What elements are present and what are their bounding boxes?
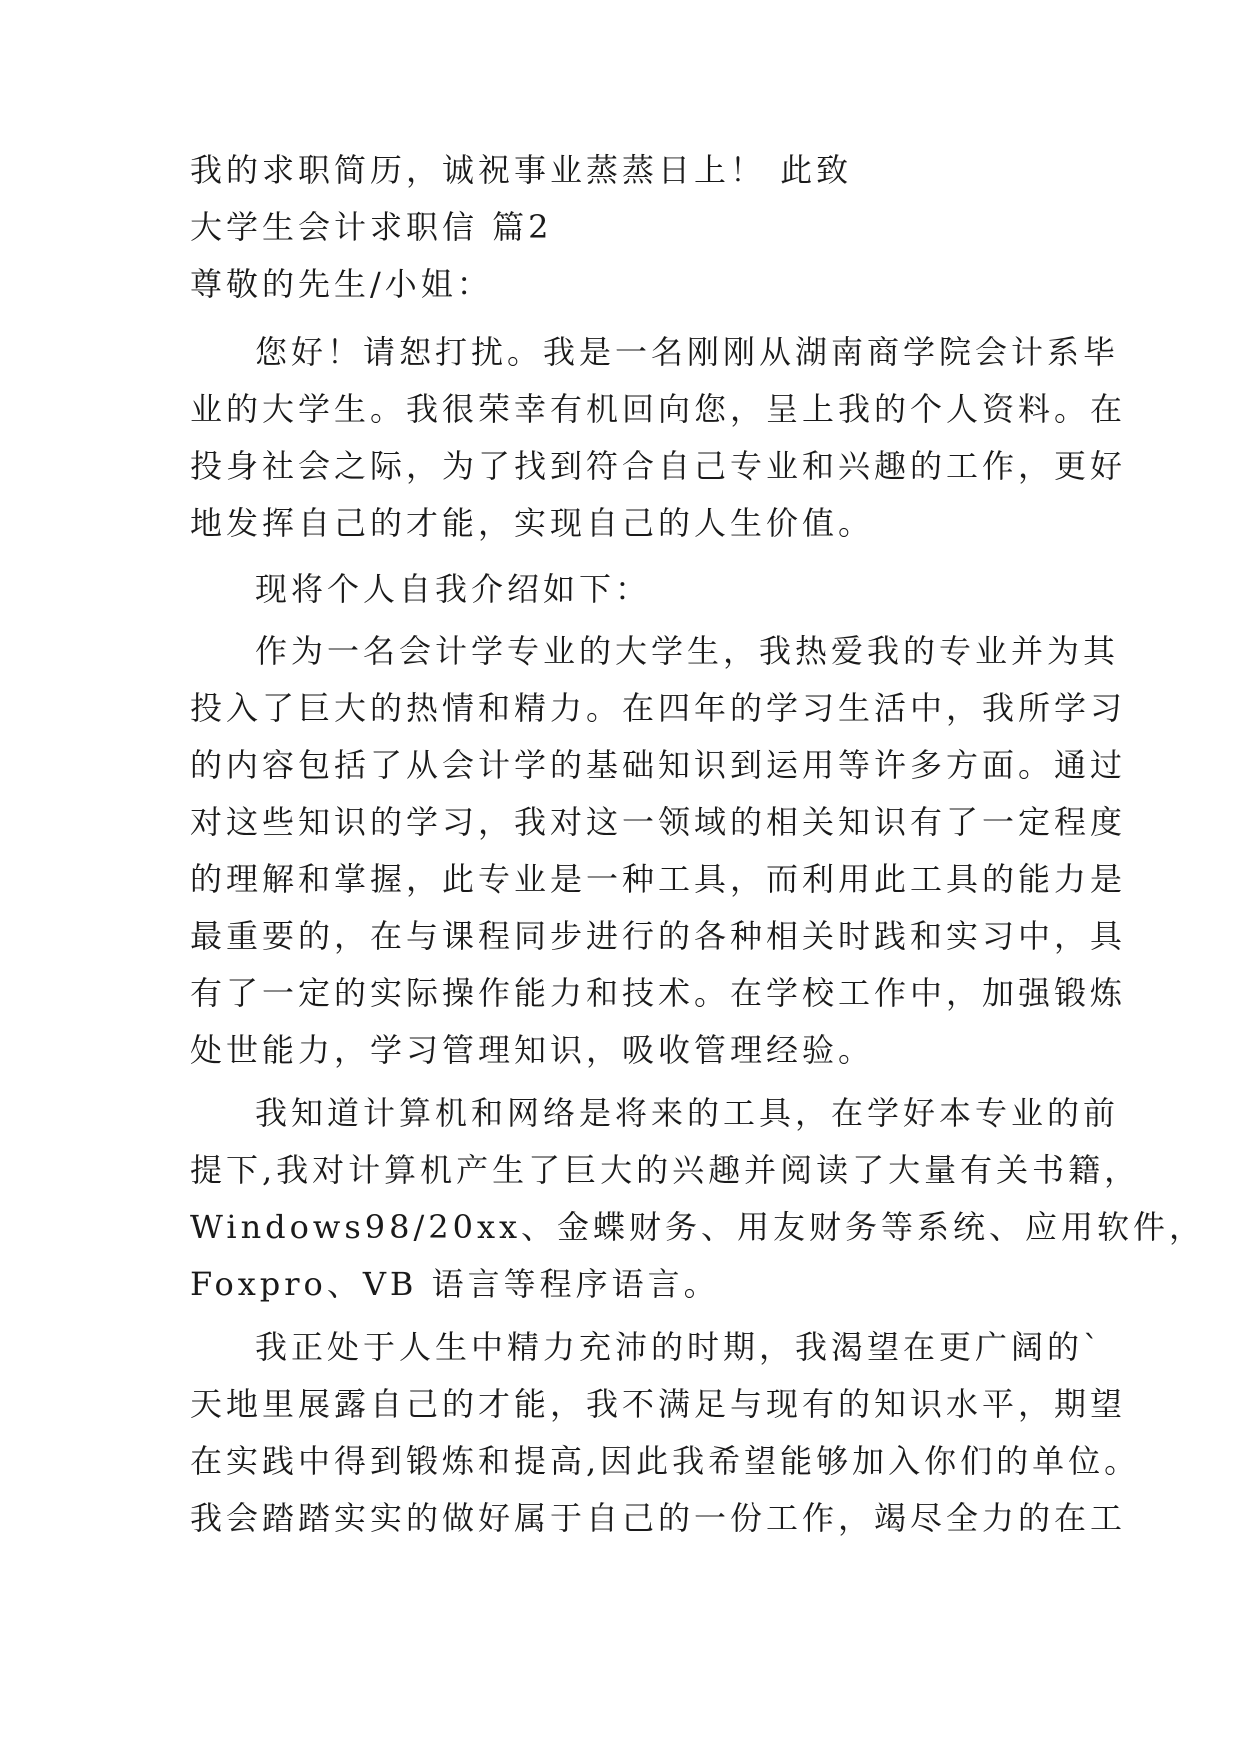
paragraph-3-line-3: 的内容包括了从会计学的基础知识到运用等许多方面。通过 <box>190 746 1127 784</box>
paragraph-4-line-4: Foxpro、VB 语言等程序语言。 <box>190 1265 720 1303</box>
paragraph-5-line-2: 天地里展露自己的才能，我不满足与现有的知识水平，期望 <box>190 1385 1127 1423</box>
paragraph-1-line-4: 地发挥自己的才能，实现自己的人生价值。 <box>190 504 875 542</box>
paragraph-3-line-1: 作为一名会计学专业的大学生，我热爱我的专业并为其 <box>255 632 1120 670</box>
paragraph-4-line-3: Windows98/20xx、金蝶财务、用友财务等系统、应用软件， <box>190 1208 1206 1246</box>
paragraph-1-line-2: 业的大学生。我很荣幸有机回向您，呈上我的个人资料。在 <box>190 390 1127 428</box>
paragraph-4-line-2: 提下,我对计算机产生了巨大的兴趣并阅读了大量有关书籍， <box>190 1151 1141 1189</box>
salutation: 尊敬的先生/小姐： <box>190 265 493 303</box>
paragraph-5-line-1: 我正处于人生中精力充沛的时期，我渴望在更广阔的` <box>255 1328 1104 1366</box>
closing-line: 我的求职简历，诚祝事业蒸蒸日上！ 此致 <box>190 151 853 189</box>
document-title: 大学生会计求职信 篇2 <box>190 208 553 246</box>
paragraph-3-line-2: 投入了巨大的热情和精力。在四年的学习生活中，我所学习 <box>190 689 1127 727</box>
paragraph-3-line-5: 的理解和掌握，此专业是一种工具，而利用此工具的能力是 <box>190 860 1127 898</box>
paragraph-3-line-8: 处世能力，学习管理知识，吸收管理经验。 <box>190 1031 875 1069</box>
paragraph-2-line-1: 现将个人自我介绍如下： <box>255 570 652 608</box>
paragraph-4-line-1: 我知道计算机和网络是将来的工具，在学好本专业的前 <box>255 1094 1120 1132</box>
paragraph-5-line-3: 在实践中得到锻炼和提高,因此我希望能够加入你们的单位。 <box>190 1442 1141 1480</box>
paragraph-3-line-7: 有了一定的实际操作能力和技术。在学校工作中，加强锻炼 <box>190 974 1127 1012</box>
paragraph-3-line-6: 最重要的，在与课程同步进行的各种相关时践和实习中，具 <box>190 917 1127 955</box>
paragraph-3-line-4: 对这些知识的学习，我对这一领域的相关知识有了一定程度 <box>190 803 1127 841</box>
paragraph-1-line-1: 您好！请恕打扰。我是一名刚刚从湖南商学院会计系毕 <box>255 333 1120 371</box>
paragraph-5-line-4: 我会踏踏实实的做好属于自己的一份工作，竭尽全力的在工 <box>190 1499 1127 1537</box>
paragraph-1-line-3: 投身社会之际，为了找到符合自己专业和兴趣的工作，更好 <box>190 447 1127 485</box>
